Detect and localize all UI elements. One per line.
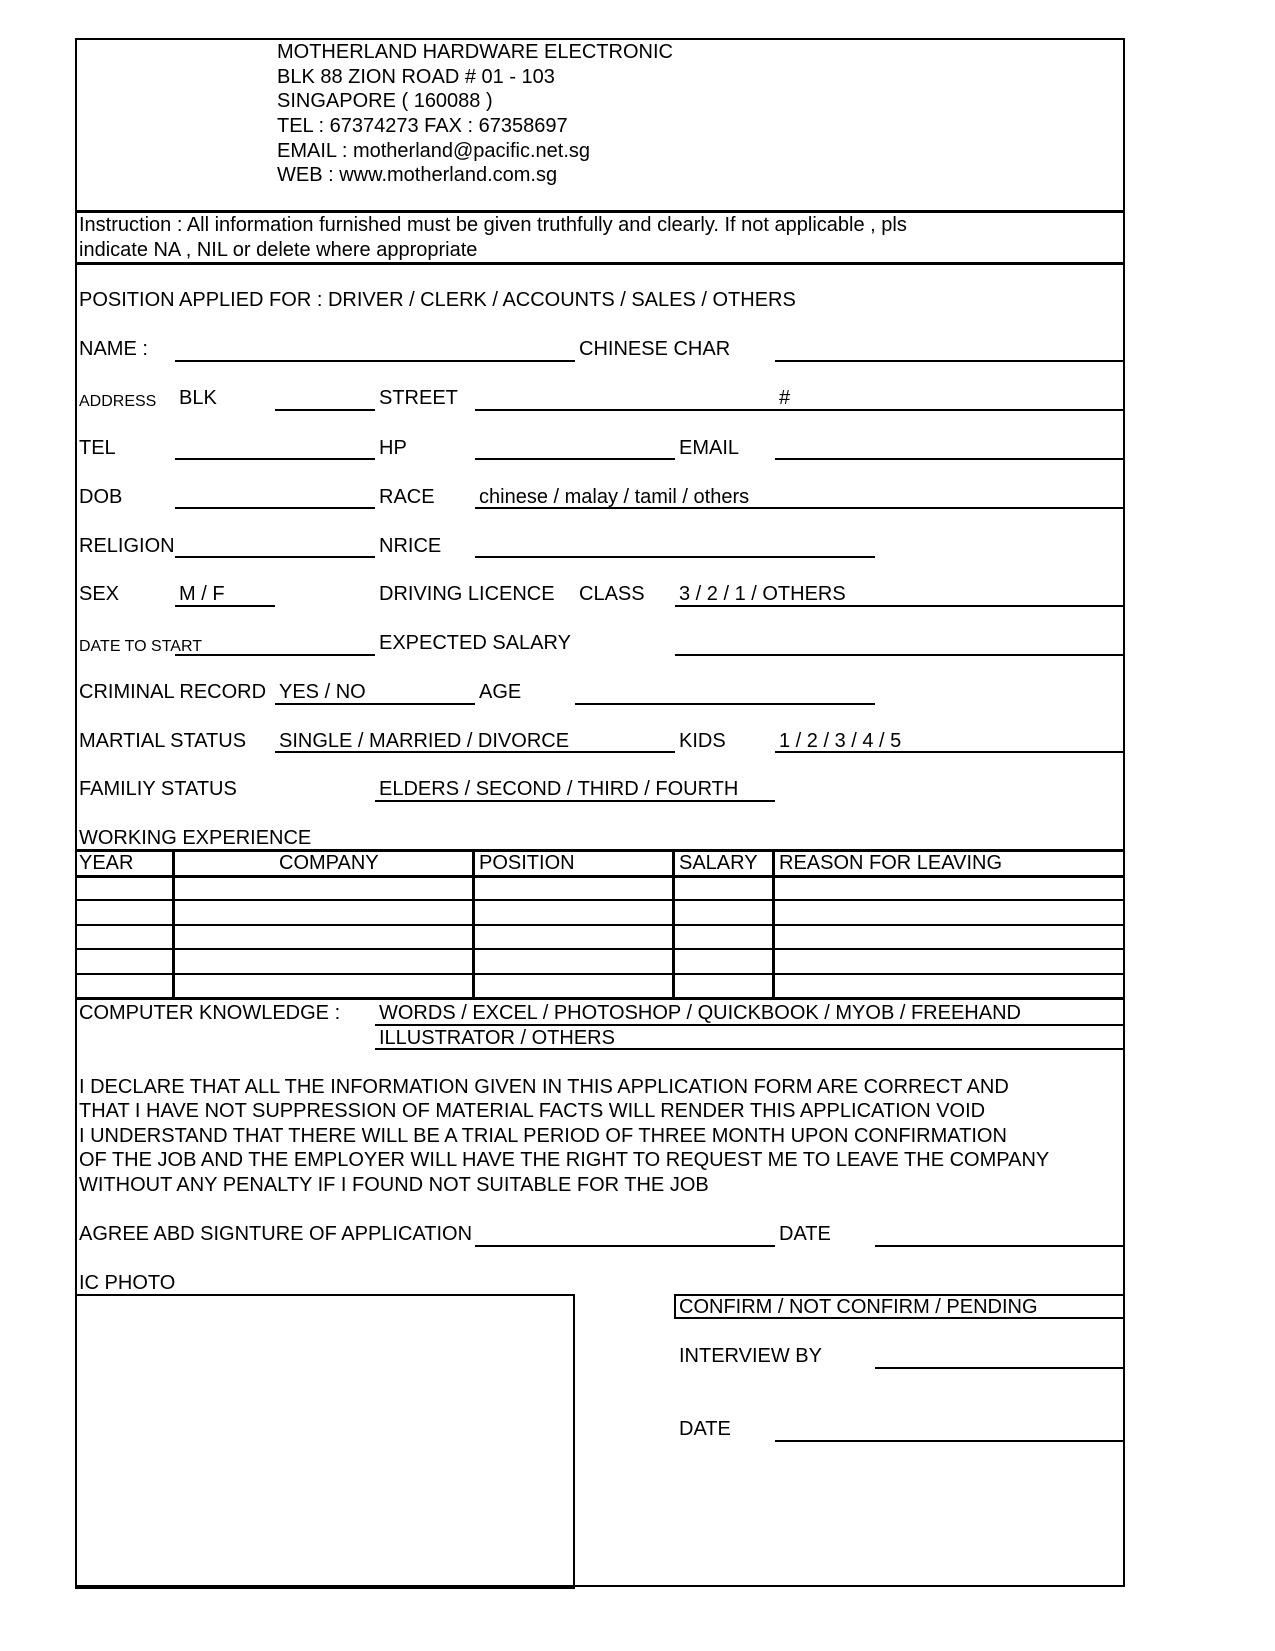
age-label: AGE <box>479 681 522 703</box>
marital-status-label: MARTIAL STATUS <box>79 730 247 752</box>
declaration-line5: WITHOUT ANY PENALTY IF I FOUND NOT SUITABLE FOR THE JOB <box>79 1174 709 1196</box>
table-row[interactable] <box>77 899 1123 901</box>
class-label: CLASS <box>579 583 645 605</box>
tel-label: TEL <box>79 437 116 459</box>
email-field[interactable] <box>775 458 1123 460</box>
age-field[interactable] <box>575 703 875 705</box>
table-row[interactable] <box>77 924 1123 926</box>
date-to-start-field[interactable] <box>175 654 375 656</box>
kids-label: KIDS <box>679 730 726 752</box>
company-phone-fax: TEL : 67374273 FAX : 67358697 <box>277 115 568 137</box>
column-header-salary: SALARY <box>679 852 758 874</box>
blk-label: BLK <box>179 387 217 409</box>
marital-status-options[interactable]: SINGLE / MARRIED / DIVORCE <box>279 730 570 752</box>
driving-licence-label: DRIVING LICENCE <box>379 583 555 605</box>
nrice-field[interactable] <box>475 556 875 558</box>
company-address-line1: BLK 88 ZION ROAD # 01 - 103 <box>277 66 555 88</box>
table-row[interactable] <box>77 973 1123 975</box>
company-name: MOTHERLAND HARDWARE ELECTRONIC <box>277 41 673 63</box>
chinese-char-field[interactable] <box>775 360 1123 362</box>
column-divider-company <box>472 849 475 998</box>
instruction-line1: Instruction : All information furnished must be given truthfully and clearly. If not applicable , pls <box>79 214 907 236</box>
family-status-options[interactable]: ELDERS / SECOND / THIRD / FOURTH <box>379 778 739 800</box>
kids-field[interactable] <box>775 751 1123 753</box>
expected-salary-label: EXPECTED SALARY <box>379 632 571 654</box>
chinese-char-label: CHINESE CHAR <box>579 338 731 360</box>
dob-label: DOB <box>79 486 123 508</box>
kids-options[interactable]: 1 / 2 / 3 / 4 / 5 <box>779 730 902 752</box>
street-label: STREET <box>379 387 458 409</box>
table-row[interactable] <box>77 948 1123 950</box>
office-date-label: DATE <box>679 1418 731 1440</box>
family-status-label: FAMILIY STATUS <box>79 778 237 800</box>
company-address-line2: SINGAPORE ( 160088 ) <box>277 90 493 112</box>
declaration-line2: THAT I HAVE NOT SUPPRESSION OF MATERIAL FACTS WILL RENDER THIS APPLICATION VOID <box>79 1100 986 1122</box>
instruction-divider <box>77 262 1123 265</box>
name-label: NAME : <box>79 338 148 360</box>
name-field[interactable] <box>175 360 575 362</box>
ic-photo-label: IC PHOTO <box>79 1272 176 1294</box>
street-field[interactable] <box>475 409 1123 411</box>
expected-salary-field[interactable] <box>675 654 1123 656</box>
criminal-record-field[interactable] <box>275 703 475 705</box>
race-field[interactable] <box>475 507 1123 509</box>
experience-table-bottom <box>77 997 1123 1000</box>
sex-field[interactable] <box>175 605 275 607</box>
dob-field[interactable] <box>175 507 375 509</box>
computer-knowledge-label: COMPUTER KNOWLEDGE : <box>79 1002 341 1024</box>
email-label: EMAIL <box>679 437 740 459</box>
interview-by-label: INTERVIEW BY <box>679 1345 822 1367</box>
position-applied-for: POSITION APPLIED FOR : DRIVER / CLERK / ACCOUNTS / SALES / OTHERS <box>79 289 796 311</box>
confirmation-status-options[interactable]: CONFIRM / NOT CONFIRM / PENDING <box>679 1296 1038 1318</box>
column-header-company: COMPANY <box>279 852 379 874</box>
working-experience-title: WORKING EXPERIENCE <box>79 827 312 849</box>
experience-header-divider <box>77 875 1123 878</box>
religion-label: RELIGION <box>79 535 175 557</box>
tel-field[interactable] <box>175 458 375 460</box>
signature-date-field[interactable] <box>875 1245 1123 1247</box>
race-options[interactable]: chinese / malay / tamil / others <box>479 486 750 508</box>
application-form <box>75 38 1125 1587</box>
instruction-line2: indicate NA , NIL or delete where appropriate <box>79 239 478 261</box>
hp-field[interactable] <box>475 458 675 460</box>
computer-knowledge-options-2[interactable]: ILLUSTRATOR / OTHERS <box>379 1027 615 1049</box>
criminal-record-options[interactable]: YES / NO <box>279 681 366 703</box>
column-header-position: POSITION <box>479 852 575 874</box>
class-options[interactable]: 3 / 2 / 1 / OTHERS <box>679 583 846 605</box>
signature-date-label: DATE <box>779 1223 831 1245</box>
column-divider-salary <box>772 849 775 998</box>
sex-label: SEX <box>79 583 120 605</box>
blk-field[interactable] <box>275 409 375 411</box>
computer-knowledge-options-1[interactable]: WORDS / EXCEL / PHOTOSHOP / QUICKBOOK / MYOB / FREEHAND <box>379 1002 1021 1024</box>
nrice-label: NRICE <box>379 535 442 557</box>
company-email: EMAIL : motherland@pacific.net.sg <box>277 140 591 162</box>
declaration-line4: OF THE JOB AND THE EMPLOYER WILL HAVE THE RIGHT TO REQUEST ME TO LEAVE THE COMPANY <box>79 1149 1050 1171</box>
column-divider-year <box>172 849 175 998</box>
hp-label: HP <box>379 437 407 459</box>
declaration-line3: I UNDERSTAND THAT THERE WILL BE A TRIAL PERIOD OF THREE MONTH UPON CONFIRMATION <box>79 1125 1007 1147</box>
ic-photo-box[interactable] <box>75 1294 575 1589</box>
marital-status-field[interactable] <box>275 751 675 753</box>
computer-knowledge-field-2[interactable] <box>375 1048 1123 1050</box>
address-label: ADDRESS <box>79 393 157 410</box>
column-header-reason: REASON FOR LEAVING <box>779 852 1003 874</box>
signature-label: AGREE ABD SIGNTURE OF APPLICATION <box>79 1223 473 1245</box>
signature-field[interactable] <box>475 1245 775 1247</box>
declaration-line1: I DECLARE THAT ALL THE INFORMATION GIVEN IN THIS APPLICATION FORM ARE CORRECT AND <box>79 1076 1009 1098</box>
company-web: WEB : www.motherland.com.sg <box>277 164 558 186</box>
criminal-record-label: CRIMINAL RECORD <box>79 681 267 703</box>
race-label: RACE <box>379 486 435 508</box>
unit-hash-label: # <box>779 387 791 409</box>
office-date-field[interactable] <box>775 1440 1123 1442</box>
religion-field[interactable] <box>175 556 375 558</box>
column-header-year: YEAR <box>79 852 134 874</box>
date-to-start-label: DATE TO START <box>79 638 202 655</box>
class-field[interactable] <box>675 605 1123 607</box>
family-status-field[interactable] <box>375 800 775 802</box>
interview-by-field[interactable] <box>875 1367 1123 1369</box>
column-divider-position <box>672 849 675 998</box>
sex-options[interactable]: M / F <box>179 583 225 605</box>
